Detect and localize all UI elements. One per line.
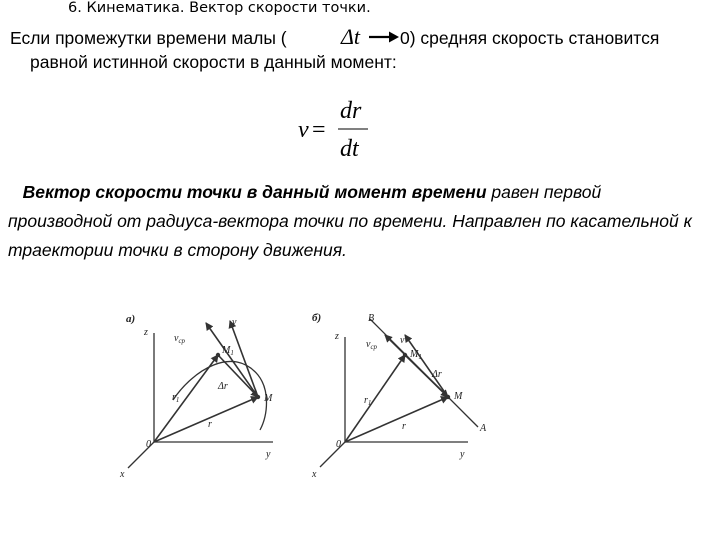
label-origin: 0 bbox=[336, 439, 341, 450]
formula-denominator: dt bbox=[340, 136, 359, 162]
label-v-avg: $v_{ср}$ bbox=[366, 339, 378, 351]
point-m1 bbox=[216, 353, 220, 357]
label-delta-r: Δr bbox=[218, 381, 228, 392]
vector-v bbox=[230, 321, 258, 397]
label-axis-x: x bbox=[312, 469, 317, 480]
label-v: v bbox=[400, 335, 405, 346]
definition-bold: Вектор скорости точки в данный момент времени bbox=[22, 182, 487, 202]
point-m1 bbox=[403, 353, 407, 357]
label-r: r bbox=[208, 419, 212, 430]
formula-equals: = bbox=[312, 117, 326, 143]
intro-line1-start: Если промежутки времени малы ( bbox=[10, 28, 287, 48]
vector-v bbox=[405, 335, 448, 397]
label-axis-z: z bbox=[144, 327, 148, 338]
point-m bbox=[256, 395, 260, 399]
diagram-b bbox=[310, 305, 500, 485]
label-m1: $M_1$ bbox=[410, 349, 422, 361]
intro-line2: равной истинной скорости в данный момент: bbox=[30, 52, 397, 72]
label-axis-y: y bbox=[460, 449, 465, 460]
label-point-a: A bbox=[480, 423, 487, 434]
label-r1: $r_1$ bbox=[364, 395, 372, 407]
definition-rest: равен первой производной от радиуса-вектора точки по времени. Направлен по касательной к траектории точки в сторону движения. bbox=[8, 182, 692, 260]
label-r1: $r_1$ bbox=[172, 392, 180, 404]
trajectory-curve bbox=[173, 361, 267, 430]
label-axis-x: x bbox=[120, 469, 125, 480]
tends-to-arrow-icon bbox=[368, 30, 400, 44]
diagram-a bbox=[118, 305, 298, 485]
delta-t-symbol: Δt bbox=[341, 24, 361, 49]
label-origin: 0 bbox=[146, 439, 151, 450]
formula-numerator: dr bbox=[340, 98, 362, 124]
label-m: M bbox=[454, 391, 463, 402]
slide-title: 6. Кинематика. Вектор скорости точки. bbox=[68, 0, 371, 16]
label-delta-r: Δr bbox=[432, 369, 442, 380]
label-m1: $M_1$ bbox=[222, 345, 234, 357]
velocity-formula bbox=[296, 96, 386, 166]
label-v-avg: $v_{ср}$ bbox=[174, 333, 186, 345]
vector-v-avg bbox=[385, 335, 448, 397]
label-m: M bbox=[264, 393, 273, 404]
label-axis-y: y bbox=[266, 449, 271, 460]
label-axis-z: z bbox=[335, 331, 339, 342]
formula-lhs: v bbox=[298, 117, 309, 143]
definition-paragraph bbox=[8, 178, 708, 265]
panel-label-a: а) bbox=[126, 313, 136, 325]
point-m bbox=[446, 395, 450, 399]
label-v: v bbox=[232, 317, 237, 328]
label-r: r bbox=[402, 421, 406, 432]
axis-x bbox=[320, 442, 345, 467]
label-point-b: B bbox=[368, 313, 375, 324]
panel-label-b: б) bbox=[312, 312, 322, 324]
intro-line1-end: 0) средняя скорость становится bbox=[400, 28, 660, 48]
